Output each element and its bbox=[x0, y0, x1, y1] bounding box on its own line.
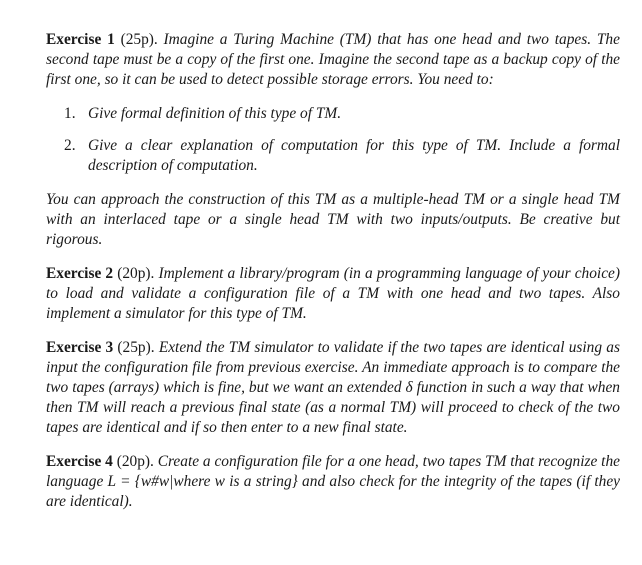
exercise-document bbox=[46, 30, 620, 526]
exercise-3-heading: Exercise 3 bbox=[46, 339, 114, 356]
exercise-4-paragraph bbox=[46, 452, 620, 512]
list-item-number: 1. bbox=[64, 105, 76, 122]
exercise-1-intro-text: Imagine a Turing Machine (TM) that has one head and two tapes. The second tape must be a copy of the first one. Imagine the second tape as a backup copy of the first one, so it can be used to detect possible storage errors. You need to: bbox=[46, 31, 620, 88]
exercise-3-paragraph bbox=[46, 338, 620, 438]
list-item-text: Give formal definition of this type of TM. bbox=[88, 105, 342, 122]
exercise-1-intro-paragraph bbox=[46, 30, 620, 90]
list-item bbox=[64, 104, 620, 124]
exercise-1-outro-text: You can approach the construction of this TM as a multiple-head TM or a single head TM with an interlaced tape or a single head TM with two inputs/outputs. Be creative but rigorous. bbox=[46, 191, 620, 248]
exercise-2-text: Implement a library/program (in a programming language of your choice) to load and validate a configuration file of a TM with one head and two tapes. Also implement a simulator for this type of TM. bbox=[46, 265, 620, 322]
exercise-1-points: (25p). bbox=[120, 31, 158, 48]
exercise-2-heading: Exercise 2 bbox=[46, 265, 114, 282]
exercise-4-points: (20p). bbox=[116, 453, 154, 470]
list-item-text: Give a clear explanation of computation for this type of TM. Include a formal description of computation. bbox=[88, 137, 620, 174]
exercise-1-outro-paragraph bbox=[46, 190, 620, 250]
exercise-3-points: (25p). bbox=[117, 339, 155, 356]
list-item-number: 2. bbox=[64, 137, 76, 154]
exercise-2-paragraph bbox=[46, 264, 620, 324]
exercise-4-heading: Exercise 4 bbox=[46, 453, 113, 470]
exercise-3-text: Extend the TM simulator to validate if the two tapes are identical using as input the configuration file from previous exercise. An immediate approach is to compare the two tapes (arrays) which is fine, but we want an extended δ function in such a way that when then TM will reach a previous final state (as a normal TM) will proceed to check of the two tapes are identical and if so then enter to a new final state. bbox=[46, 339, 620, 436]
exercise-2-points: (20p). bbox=[117, 265, 155, 282]
exercise-1-heading: Exercise 1 bbox=[46, 31, 115, 48]
exercise-1-task-list bbox=[46, 104, 620, 176]
exercise-4-text: Create a configuration file for a one head, two tapes TM that recognize the language L = {w#w|where w is a string} and also check for the integrity of the tapes (if they are identical). bbox=[46, 453, 620, 510]
list-item bbox=[64, 136, 620, 176]
